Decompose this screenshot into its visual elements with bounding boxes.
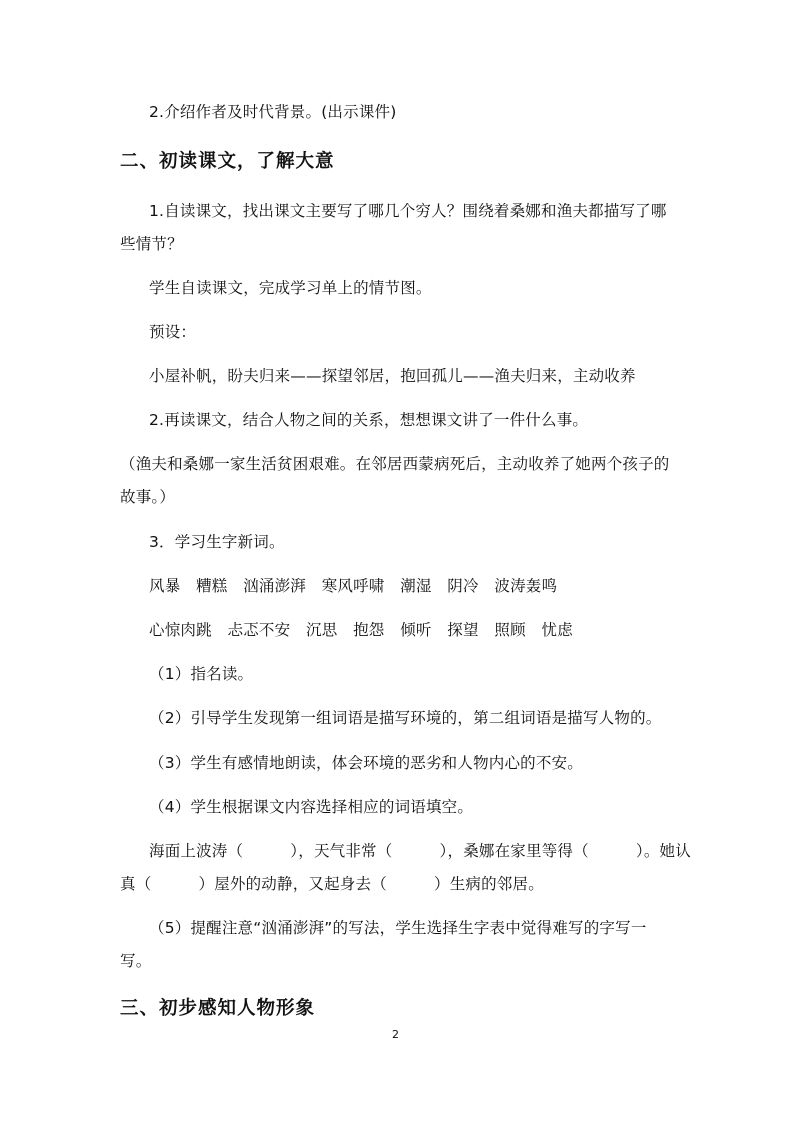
paragraph-line: （3）学生有感情地朗读，体会环境的恶劣和人物内心的不安。	[149, 754, 583, 772]
paragraph-line: （1）指名读。	[149, 665, 254, 683]
paragraph-line: （4）学生根据课文内容选择相应的词语填空。	[149, 798, 474, 816]
fill-in-blank-line: 海面上波涛（ ），天气非常（ ），桑娜在家里等得（ ）。她认	[149, 842, 691, 860]
section-heading: 三、初步感知人物形象	[120, 998, 316, 1019]
paragraph-line: （2）引导学生发现第一组词语是描写环境的，第二组词语是描写人物的。	[149, 709, 662, 727]
paragraph-line: 故事。）	[120, 488, 176, 506]
section-heading: 二、初读课文，了解大意	[120, 151, 335, 172]
vocabulary-line: 风暴 糟糕 汹涌澎湃 寒风呼啸 潮湿 阴冷 波涛轰鸣	[149, 577, 558, 595]
paragraph-line: 些情节？	[120, 235, 183, 253]
paragraph-line: 1.自读课文，找出课文主要写了哪几个穷人？围绕着桑娜和渔夫都描写了哪	[149, 202, 667, 220]
paragraph-line: 写。	[120, 952, 152, 970]
vocabulary-line: 心惊肉跳 忐忑不安 沉思 抱怨 倾听 探望 照顾 忧虑	[149, 621, 573, 639]
paragraph-line: 学生自读课文，完成学习单上的情节图。	[149, 279, 432, 297]
paragraph-line: 3．学习生字新词。	[149, 533, 285, 551]
paragraph-line: （5）提醒注意“汹涌澎湃”的写法，学生选择生字表中觉得难写的字写一	[149, 919, 647, 937]
paragraph-line: 2.再读课文，结合人物之间的关系，想想课文讲了一件什么事。	[149, 411, 589, 429]
paragraph-line: 小屋补帆，盼夫归来——探望邻居，抱回孤儿——渔夫归来，主动收养	[149, 367, 636, 385]
page-number: 2	[392, 1028, 399, 1041]
paragraph-line: 2.介绍作者及时代背景。(出示课件)	[149, 103, 397, 121]
paragraph-line: 预设：	[149, 323, 197, 341]
fill-in-blank-line: 真（ ）屋外的动静，又起身去（ ）生病的邻居。	[120, 875, 544, 893]
paragraph-line: （渔夫和桑娜一家生活贫困艰难。在邻居西蒙病死后，主动收养了她两个孩子的	[120, 455, 670, 473]
